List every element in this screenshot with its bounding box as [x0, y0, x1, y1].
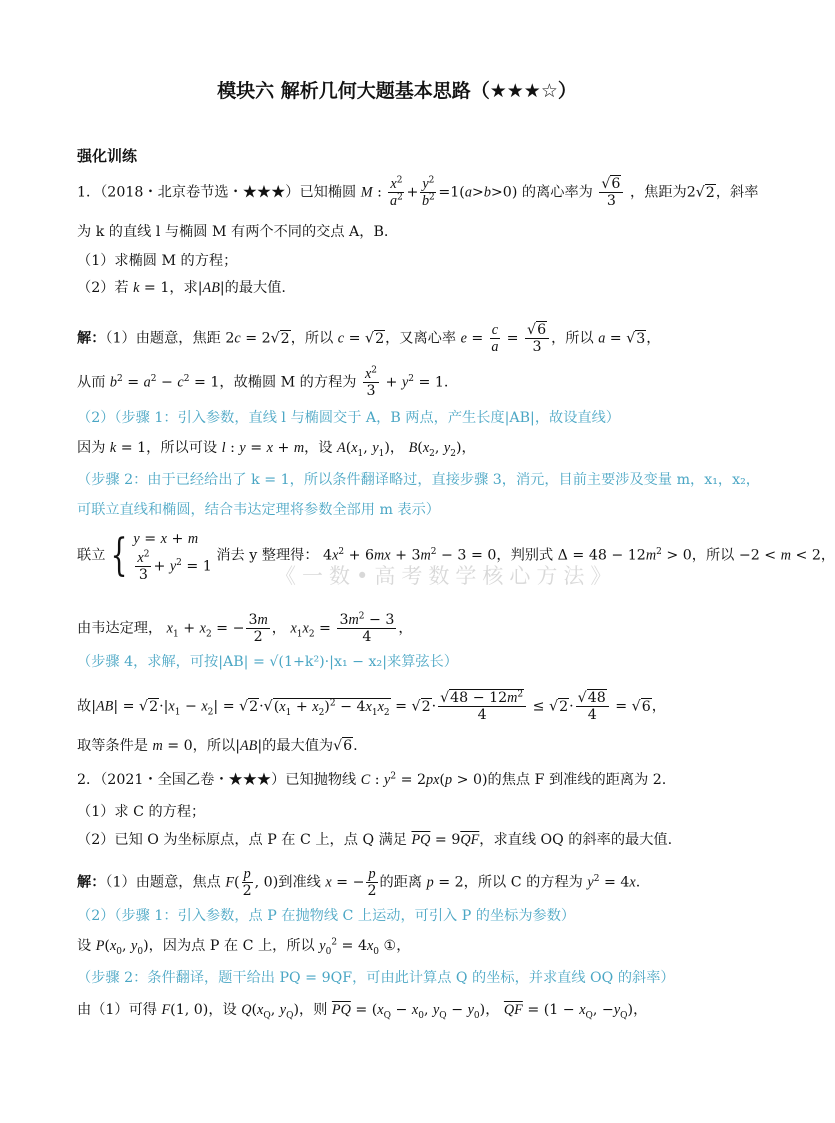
solution-2-line1: 解：（1）由题意，焦点 F( $\frac{p}{2}$ , 0)到准线 x = − $\frac{p}{2}$ 的距离 p = 2，所以 C 的方程为 $y^2 = 4x$.: [77, 866, 641, 899]
solution-1-line1: 解：（1）由题意，焦距 2c = 2√2，所以 c = √2，又离心率 e = $\frac{c}{a}$ = $\frac{√6}{3}$ ，所以 a = √3，: [77, 322, 661, 355]
page-title: 模块六 解析几何大题基本思路（★★★☆）: [217, 80, 577, 102]
step-1-note: （2）（步骤 1：引入参数，直线 l 与椭圆交于 A，B 两点，产生长度|AB|，故设直线）: [77, 410, 620, 426]
step-1-note-p2: （2）（步骤 1：引入参数，点 P 在抛物线 C 上运动，可引入 P 的坐标为参数）: [77, 908, 576, 924]
problem-2-part2: （2）已知 O 为坐标原点，点 P 在 C 上，点 Q 满足 $\overline{PQ} = 9\overline{QF}$，求直线 OQ 的斜率的最大值.: [77, 832, 673, 848]
step-2-note-p2: （步骤 2：条件翻译，题干给出 PQ = 9QF，可由此计算点 Q 的坐标，并求直线 OQ 的斜率）: [77, 970, 675, 986]
problem-1-statement: 1．（2018・北京卷节选・★★★）已知椭圆 M : $\frac{x^2}{a^2}$ + $\frac{y^2}{b^2}$ =1(a>b>0) 的离心率为 $\frac{√6}{3}$ ，焦距为2√2，斜率: [77, 175, 759, 209]
problem-1-part2: （2）若 k = 1，求|AB|的最大值.: [77, 280, 286, 296]
section-heading: 强化训练: [77, 147, 138, 165]
problem-1-part1: （1）求椭圆 M 的方程；: [77, 253, 238, 269]
solution-2-line2: 设 $P(x_0$, $y_0$)，因为点 P 在 C 上，所以 $y_0^2 = 4x_0$ ①，: [77, 937, 411, 957]
step-4-note: （步骤 4，求解，可按|AB| = √(1+k²)·|x₁ − x₂|来算弦长）: [77, 654, 458, 670]
step-2-note-line1: （步骤 2：由于已经给出了 k = 1，所以条件翻译略过，直接步骤 3，消元，目前主要涉及变量 m，x₁，x₂，: [77, 472, 760, 488]
watermark: 《一数•高考数学核心方法》: [275, 564, 618, 588]
step-2-note-line2: 可联立直线和椭圆，结合韦达定理将参数全部用 m 表示）: [77, 502, 440, 518]
solution-1-vieta: 由韦达定理， $x_1 + x_2$ = − $\frac{3m}{2}$ ， $x_1x_2$ = $\frac{3m^2 - 3}{4}$ ，: [77, 611, 413, 645]
solution-1-line2: 从而 $b^2 = a^2 - c^2 = 1$，故椭圆 M 的方程为 $\frac{x^2}{3}$ + $y^2 = 1$.: [77, 365, 449, 399]
solution-1-system: 联立 { y = x + m $\frac{x^2}{3}$ + $y^2 = 1$ 消去 y 整理得： $4x^2 + 6mx + 3m^2 - 3 = 0$，判别式 $\Delta = 48 - 12m^2 > 0$，所以 −2 < m < 2，: [77, 529, 835, 583]
solution-2-line3: 由（1）可得 F(1, 0)，设 $Q(x_Q$, $y_Q$)，则 $\overline{PQ} = (x_Q - x_0$, $y_Q - y_0$)， $\overline{QF} = (1 - x_Q$, $-y_Q$)，: [77, 1002, 648, 1021]
solution-1-chord-length: 故$|AB| = √2\cdot|x_1 - x_2| = √2\cdot√(x_1 + x_2)^2 - 4x_1x_2 = √2\cdot$ $\frac{√48 - 12m^2}{4}$ ≤ √2· $\frac{√48}{4}$ = √6，: [77, 689, 666, 723]
problem-1-statement-line2: 为 k 的直线 l 与椭圆 M 有两个不同的交点 A，B.: [77, 224, 389, 240]
solution-1-line3: 因为 k = 1，所以可设 l : y = x + m，设 $A(x_1$, $y_1$)， $B(x_2$, $y_2$)，: [77, 440, 476, 459]
problem-2-part1: （1）求 C 的方程；: [77, 804, 206, 820]
solution-1-conclusion: 取等条件是 m = 0，所以|AB|的最大值为√6.: [77, 738, 358, 754]
problem-2-statement: 2．（2021・全国乙卷・★★★）已知抛物线 C : $y^2 = 2px(p > 0)$的焦点 F 到准线的距离为 2.: [77, 771, 667, 788]
